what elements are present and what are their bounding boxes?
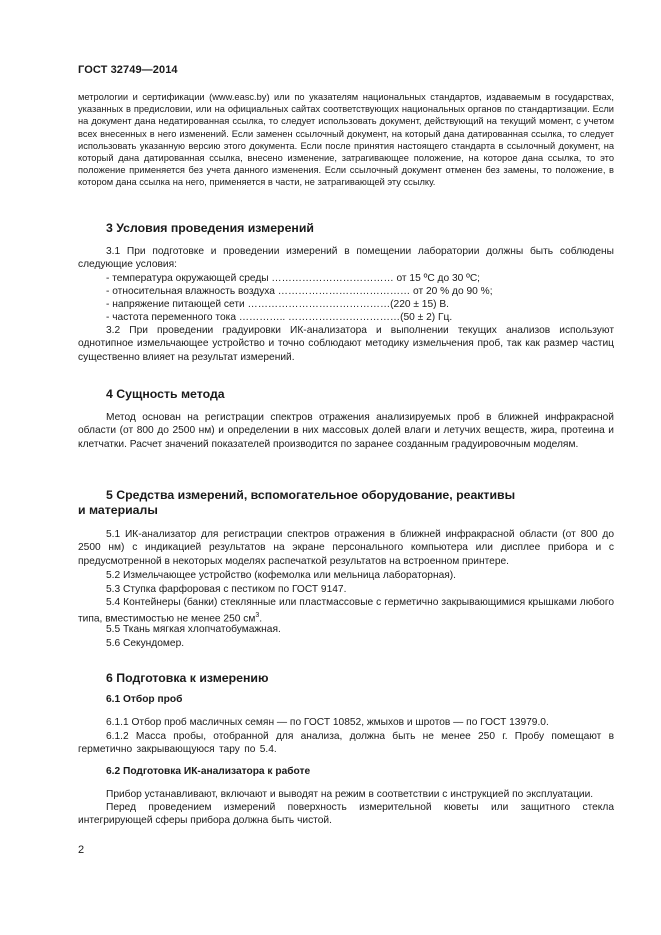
s5-item-4-end: . bbox=[259, 613, 263, 625]
s5-item-1: 5.1 ИК-анализатор для регистрации спектров отражения в ближней инфракрасной области (от 800 до 2500 нм) с индикацией результатов на экране персонального компьютера или дисплее прибора и с предусмотренной в некоторых моделях распечаткой результатов на встроенном принтере. bbox=[78, 529, 614, 567]
s3-condition-humidity: - относительная влажность воздуха ………………………………… от 20 % до 90 %; bbox=[106, 286, 493, 297]
intro-paragraph: метрологии и сертификации (www.easc.by) или по указателям национальных стандартов, издаваемым в государствах, указанных в предисловии, или на официальных сайтах соответствующих национальных органов по стандартизации. Если на документ дана недатированная ссылка, то следует использовать документ, действующий на текущий момент, с учетом всех внесенных в него изменений. Если заменен ссылочный документ, на который дана датированная ссылка, то следует использовать указанную версию этого документа. Если после принятия настоящего стандарта в ссылочный документ, на который дана датированная ссылка, внесено изменение, затрагивающее положение, на которое дана ссылка, то это положение применяется без учета данного изменения. Если ссылочный документ отменен без замены, то положение, в котором дана ссылка на него, применяется в части, не затрагивающей эту ссылку. bbox=[78, 92, 614, 188]
s5-item-3: 5.3 Ступка фарфоровая с пестиком по ГОСТ 9147. bbox=[106, 584, 347, 595]
s3-paragraph-1: 3.1 При подготовке и проведении измерений в помещении лаборатории должны быть соблюдены следующие условия: bbox=[78, 246, 614, 271]
s5-item-2: 5.2 Измельчающее устройство (кофемолка или мельница лабораторная). bbox=[106, 570, 457, 581]
s5-item-4-text: 5.4 Контейнеры (банки) стеклянные или пластмассовые с герметично закрывающимися крышками любого типа, вместимостью не менее 250 см bbox=[78, 597, 614, 625]
s5-item-5: 5.5 Ткань мягкая хлопчатобумажная. bbox=[106, 624, 281, 635]
section-6-title: 6 Подготовка к измерению bbox=[106, 671, 269, 685]
section-5-title-line-1: 5 Средства измерений, вспомогательное оборудование, реактивы bbox=[106, 488, 516, 502]
s3-paragraph-2: 3.2 При проведении градуировки ИК-анализатора и выполнении текущих анализов используют однотипное измельчающее устройство и точно соблюдают методику измельчения проб, так как размер частиц существенно влияет на результат измерений. bbox=[78, 325, 614, 363]
s3-condition-temperature: - температура окружающей среды ……………………………… от 15 ºС до 30 ºС; bbox=[106, 273, 481, 284]
s5-item-4-superscript: 3 bbox=[255, 612, 260, 620]
s3-condition-voltage: - напряжение питающей сети ……………………………………(220 ± 15) В. bbox=[106, 299, 449, 310]
s3-condition-frequency: - частота переменного тока ………….. ……………………………(50 ± 2) Гц. bbox=[106, 312, 453, 323]
subsection-6-2-title: 6.2 Подготовка ИК-анализатора к работе bbox=[106, 766, 311, 777]
section-3-title: 3 Условия проведения измерений bbox=[106, 221, 314, 235]
s6-paragraph-6-2-2: Перед проведением измерений поверхность измерительной кюветы или защитного стекла интегрирующей сферы прибора должна быть чистой. bbox=[78, 802, 614, 827]
section-5-title-line-2: и материалы bbox=[78, 503, 158, 517]
section-4-title: 4 Сущность метода bbox=[106, 387, 225, 401]
s6-item-6-1-1: 6.1.1 Отбор проб масличных семян — по ГОСТ 10852, жмыхов и шротов — по ГОСТ 13979.0. bbox=[106, 717, 549, 728]
subsection-6-1-title: 6.1 Отбор проб bbox=[106, 694, 183, 705]
s6-item-6-1-2: 6.1.2 Масса пробы, отобранной для анализа, должна быть не менее 250 г. Пробу помещают в герметично закрывающуюся тару по 5.4. bbox=[78, 731, 614, 756]
s5-item-4 bbox=[78, 596, 614, 626]
document-header: ГОСТ 32749—2014 bbox=[78, 64, 178, 76]
s4-paragraph-1: Метод основан на регистрации спектров отражения анализируемых проб в ближней инфракрасной области (от 800 до 2500 нм) и определении в них массовых долей влаги и летучих веществ, жира, протеина и клетчатки. Расчет значений показателей производится по заранее созданным градуировочным моделям. bbox=[78, 412, 614, 450]
page-number: 2 bbox=[78, 844, 85, 856]
s6-paragraph-6-2-1: Прибор устанавливают, включают и выводят на режим в соответствии с инструкцией по эксплуатации. bbox=[106, 789, 594, 800]
s5-item-6: 5.6 Секундомер. bbox=[106, 638, 185, 649]
